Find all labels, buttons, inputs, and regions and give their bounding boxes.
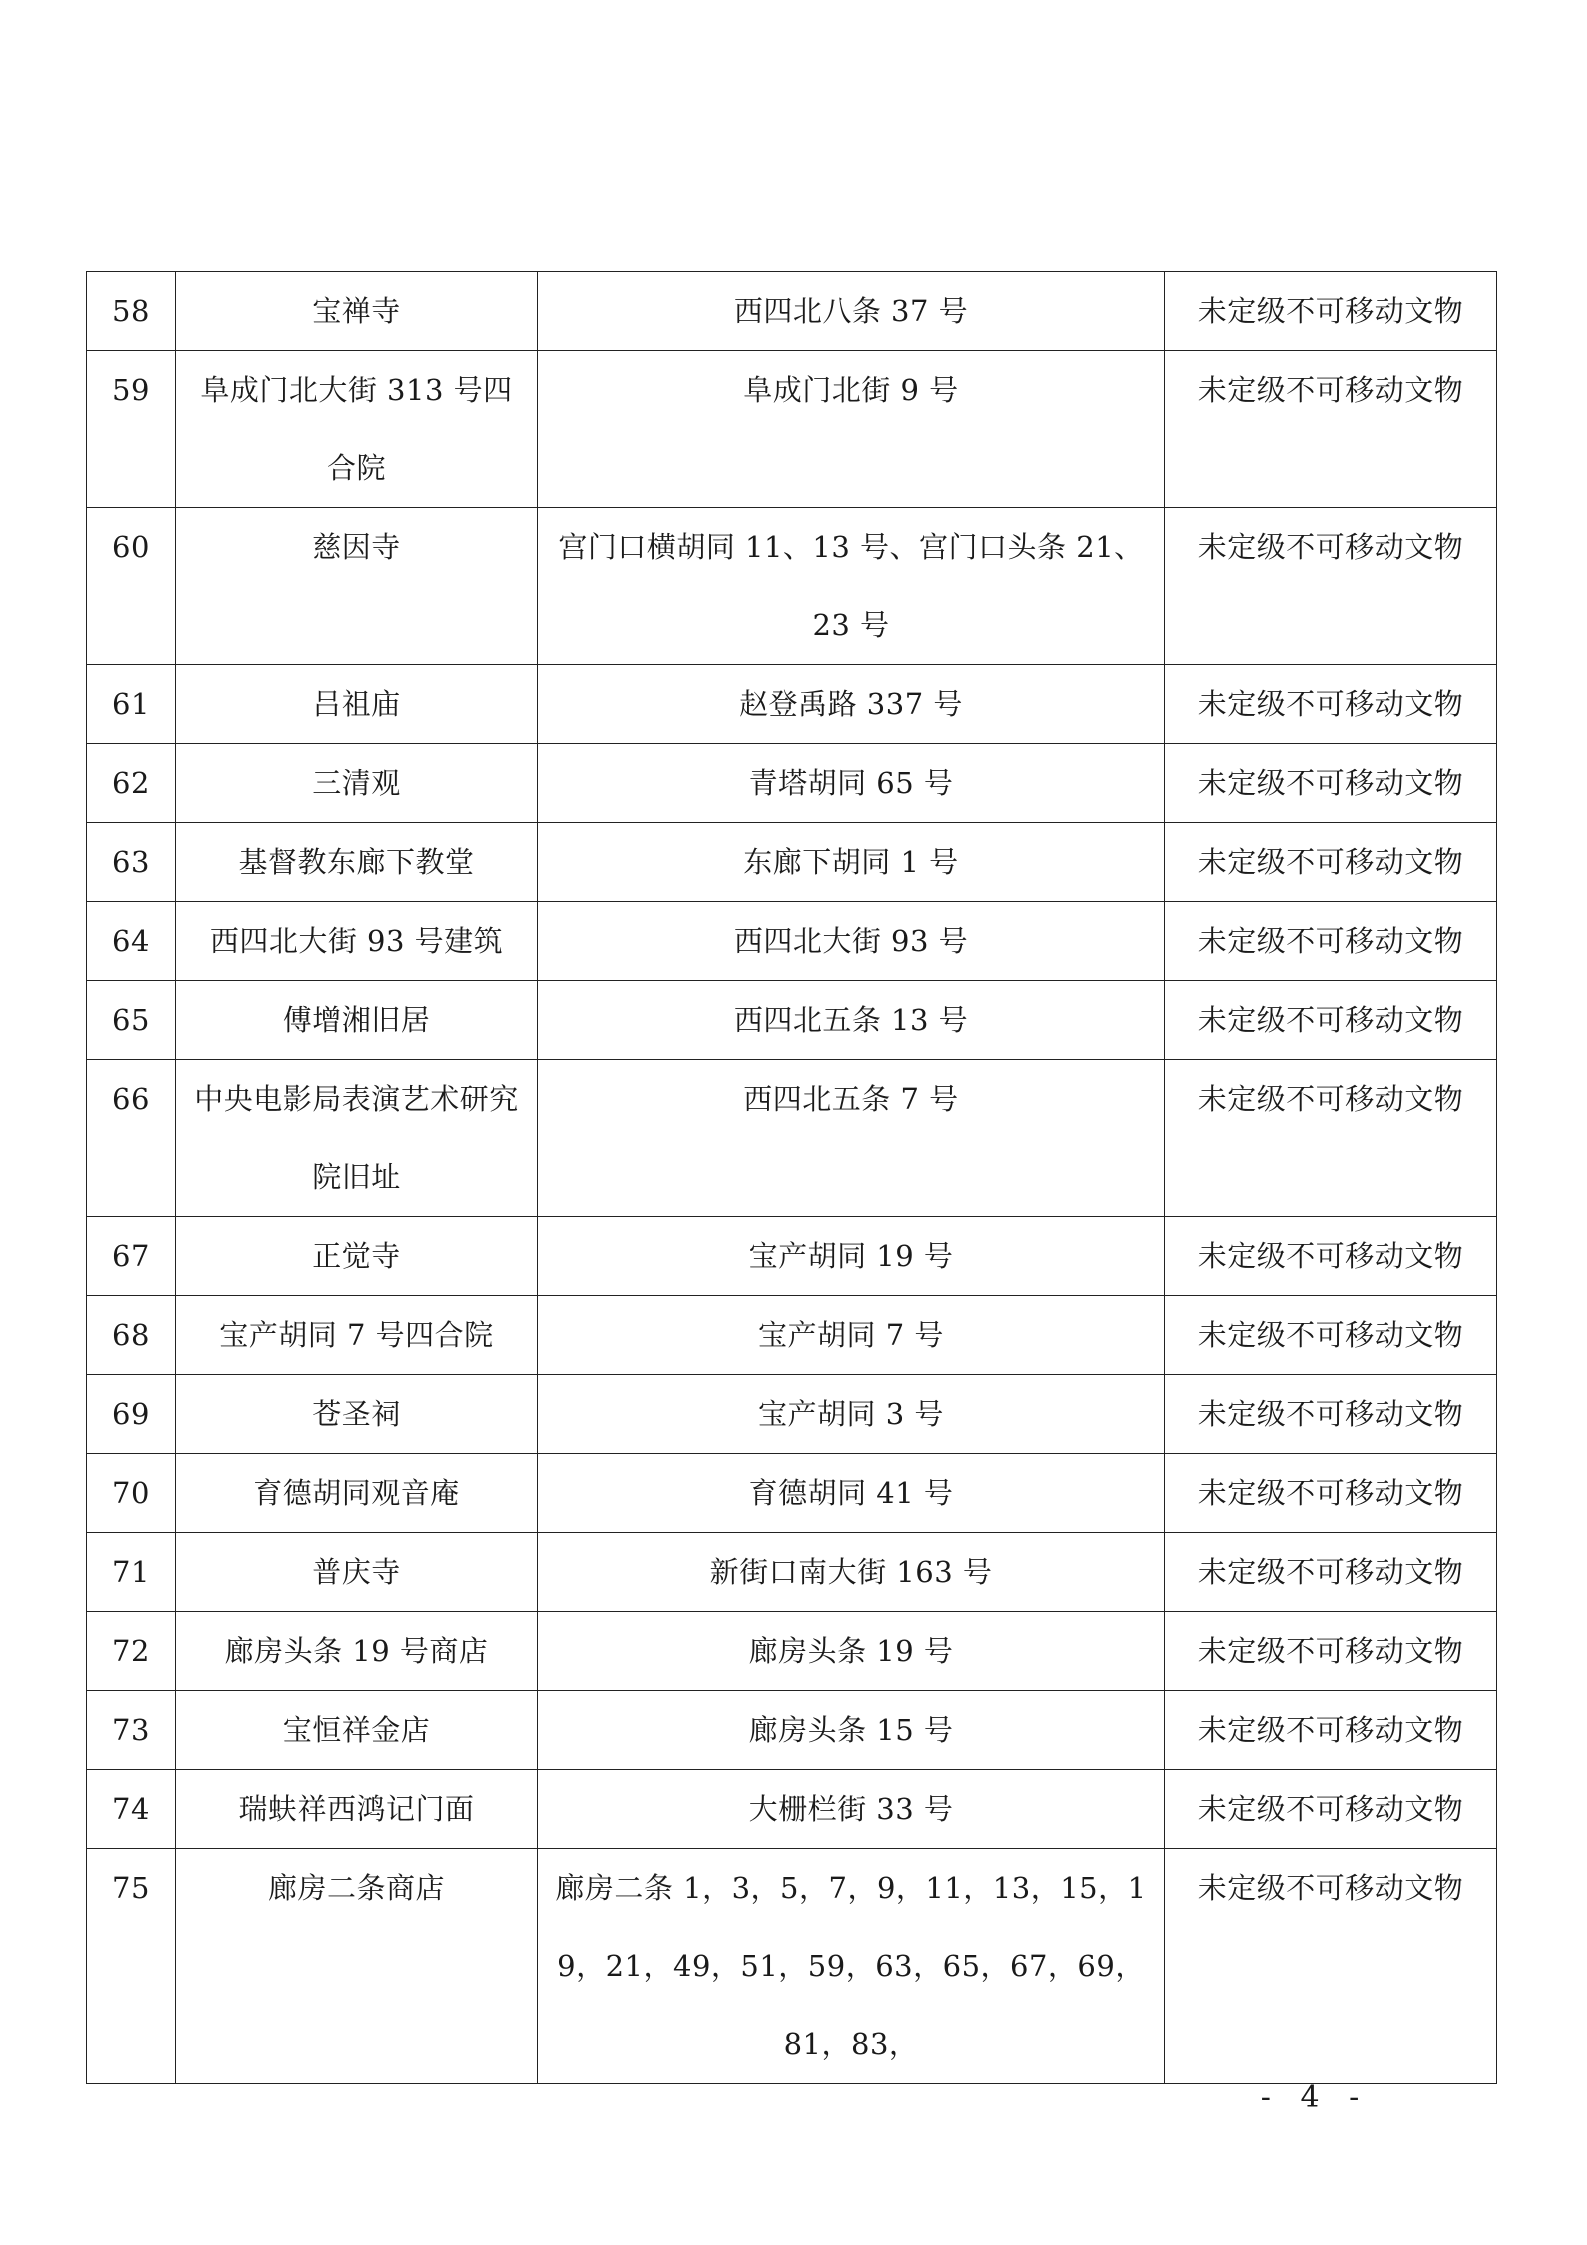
row-number: 67 [87, 1217, 176, 1296]
site-address: 廊房头条 15 号 [538, 1691, 1165, 1770]
protection-level: 未定级不可移动文物 [1165, 744, 1497, 823]
table-row [87, 1533, 1497, 1612]
site-name: 阜成门北大街 313 号四合院 [176, 351, 538, 508]
site-address: 大栅栏街 33 号 [538, 1770, 1165, 1849]
row-number: 61 [87, 665, 176, 744]
site-address: 西四北八条 37 号 [538, 272, 1165, 351]
site-name: 中央电影局表演艺术研究院旧址 [176, 1060, 538, 1217]
page-number: - 4 - [1260, 2080, 1370, 2115]
site-name: 吕祖庙 [176, 665, 538, 744]
protection-level: 未定级不可移动文物 [1165, 665, 1497, 744]
table-row [87, 1375, 1497, 1454]
site-address: 西四北五条 7 号 [538, 1060, 1165, 1217]
table-row [87, 744, 1497, 823]
table-row [87, 1454, 1497, 1533]
protection-level: 未定级不可移动文物 [1165, 508, 1497, 665]
row-number: 71 [87, 1533, 176, 1612]
protection-level: 未定级不可移动文物 [1165, 1533, 1497, 1612]
protection-level: 未定级不可移动文物 [1165, 1060, 1497, 1217]
site-name: 基督教东廊下教堂 [176, 823, 538, 902]
site-address: 阜成门北街 9 号 [538, 351, 1165, 508]
site-address: 育德胡同 41 号 [538, 1454, 1165, 1533]
site-address: 西四北五条 13 号 [538, 981, 1165, 1060]
site-address: 廊房头条 19 号 [538, 1612, 1165, 1691]
protection-level: 未定级不可移动文物 [1165, 981, 1497, 1060]
site-address: 东廊下胡同 1 号 [538, 823, 1165, 902]
row-number: 73 [87, 1691, 176, 1770]
table-row [87, 351, 1497, 508]
site-name: 苍圣祠 [176, 1375, 538, 1454]
protection-level: 未定级不可移动文物 [1165, 902, 1497, 981]
table-row [87, 1296, 1497, 1375]
protection-level: 未定级不可移动文物 [1165, 823, 1497, 902]
row-number: 74 [87, 1770, 176, 1849]
site-name: 廊房头条 19 号商店 [176, 1612, 538, 1691]
table-row [87, 1217, 1497, 1296]
table-row [87, 272, 1497, 351]
protection-level: 未定级不可移动文物 [1165, 1217, 1497, 1296]
site-name: 三清观 [176, 744, 538, 823]
row-number: 68 [87, 1296, 176, 1375]
row-number: 59 [87, 351, 176, 508]
site-name: 廊房二条商店 [176, 1849, 538, 2084]
protection-level: 未定级不可移动文物 [1165, 351, 1497, 508]
table-row [87, 665, 1497, 744]
table-row [87, 508, 1497, 665]
site-name: 西四北大街 93 号建筑 [176, 902, 538, 981]
site-address: 青塔胡同 65 号 [538, 744, 1165, 823]
table-row [87, 1060, 1497, 1217]
row-number: 65 [87, 981, 176, 1060]
table-body [87, 272, 1497, 2084]
table-row [87, 1849, 1497, 2084]
site-name: 傅增湘旧居 [176, 981, 538, 1060]
heritage-list-table [86, 271, 1497, 2084]
site-name: 普庆寺 [176, 1533, 538, 1612]
table-row [87, 1691, 1497, 1770]
protection-level: 未定级不可移动文物 [1165, 1691, 1497, 1770]
row-number: 72 [87, 1612, 176, 1691]
row-number: 70 [87, 1454, 176, 1533]
protection-level: 未定级不可移动文物 [1165, 1296, 1497, 1375]
site-name: 正觉寺 [176, 1217, 538, 1296]
site-address: 宝产胡同 7 号 [538, 1296, 1165, 1375]
table-row [87, 981, 1497, 1060]
row-number: 64 [87, 902, 176, 981]
site-address: 廊房二条 1，3，5，7，9，11，13，15，19，21，49，51，59，63，65，67，69，81，83， [538, 1849, 1165, 2084]
table-row [87, 902, 1497, 981]
site-address: 赵登禹路 337 号 [538, 665, 1165, 744]
protection-level: 未定级不可移动文物 [1165, 1454, 1497, 1533]
site-address: 西四北大街 93 号 [538, 902, 1165, 981]
row-number: 63 [87, 823, 176, 902]
site-name: 宝恒祥金店 [176, 1691, 538, 1770]
site-address: 宫门口横胡同 11、13 号、宫门口头条 21、23 号 [538, 508, 1165, 665]
site-name: 瑞蚨祥西鸿记门面 [176, 1770, 538, 1849]
row-number: 69 [87, 1375, 176, 1454]
site-name: 慈因寺 [176, 508, 538, 665]
site-address: 新街口南大街 163 号 [538, 1533, 1165, 1612]
site-name: 育德胡同观音庵 [176, 1454, 538, 1533]
row-number: 75 [87, 1849, 176, 2084]
protection-level: 未定级不可移动文物 [1165, 272, 1497, 351]
site-address: 宝产胡同 3 号 [538, 1375, 1165, 1454]
row-number: 58 [87, 272, 176, 351]
table-row [87, 823, 1497, 902]
protection-level: 未定级不可移动文物 [1165, 1770, 1497, 1849]
site-name: 宝禅寺 [176, 272, 538, 351]
row-number: 62 [87, 744, 176, 823]
site-address: 宝产胡同 19 号 [538, 1217, 1165, 1296]
row-number: 66 [87, 1060, 176, 1217]
protection-level: 未定级不可移动文物 [1165, 1375, 1497, 1454]
protection-level: 未定级不可移动文物 [1165, 1612, 1497, 1691]
table-row [87, 1770, 1497, 1849]
table-row [87, 1612, 1497, 1691]
row-number: 60 [87, 508, 176, 665]
site-name: 宝产胡同 7 号四合院 [176, 1296, 538, 1375]
protection-level: 未定级不可移动文物 [1165, 1849, 1497, 2084]
